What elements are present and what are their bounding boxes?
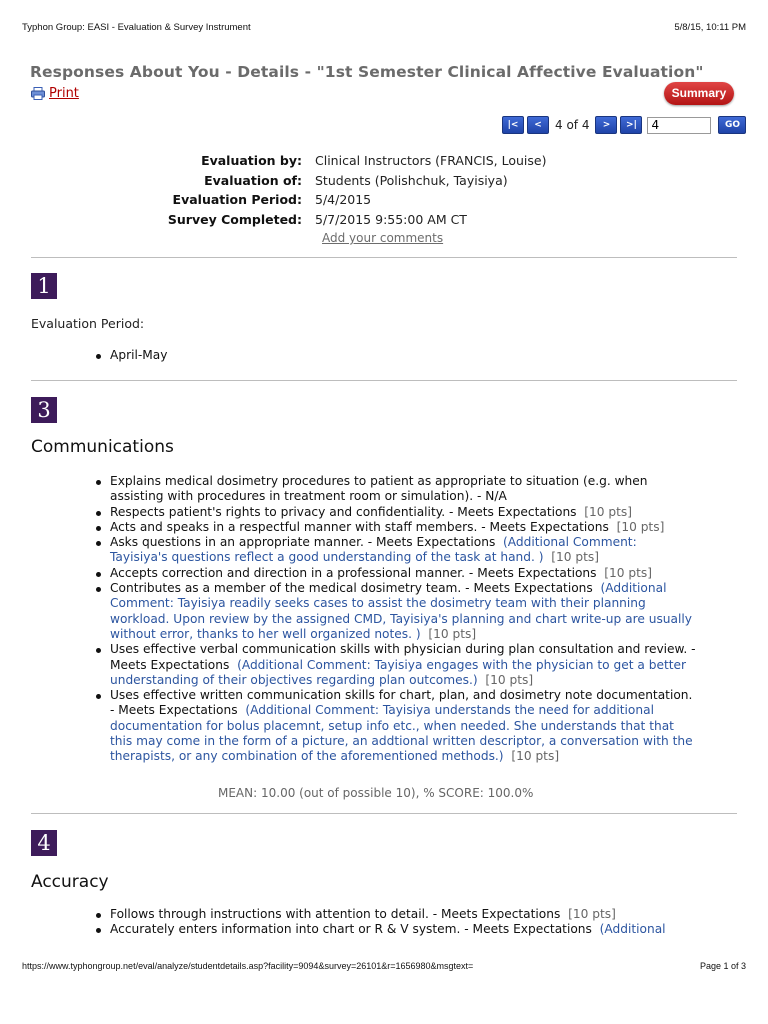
meta-label: Survey Completed: [167, 211, 302, 227]
additional-comment: (Additional Comment: Tayisiya readily seeks cases to assist the dosimetry team with their planning workload. Upon review by the assigned CMD, Tayisiya's planning and chart write-up are usually without error, thanks to her well organized notes. ) [110, 581, 692, 641]
points: [10 pts] [584, 504, 633, 519]
printer-icon [31, 87, 45, 100]
page-counter: Page 1 of 3 [699, 961, 746, 971]
list-item: Uses effective verbal communication skills with physician during plan consultation and review. - Meets Expectations (Additional Comment: Tayisiya engages with the physician to get a better understanding of their objectives regarding plan outcomes.) [10 pts] [92, 642, 697, 688]
meta-row-survey-completed [160, 210, 547, 230]
print-link[interactable] [31, 86, 79, 101]
evaluation-meta [160, 151, 547, 229]
points: [10 pts] [568, 907, 616, 921]
rating-list [92, 907, 697, 938]
section-title: Accuracy [31, 872, 109, 892]
pager [502, 116, 746, 134]
summary-button[interactable]: Summary [664, 82, 734, 105]
mean-score: MEAN: 10.00 (out of possible 10), % SCORE: 100.0% [218, 786, 534, 800]
go-button[interactable]: GO [718, 116, 746, 134]
meta-row-evaluation-of [160, 171, 547, 191]
meta-row-evaluation-period [160, 190, 547, 210]
additional-comment: (Additional [599, 922, 666, 937]
page-title: Responses About You - Details - "1st Semester Clinical Affective Evaluation" [30, 63, 704, 81]
points: [10 pts] [604, 565, 653, 580]
meta-row-evaluation-by [160, 151, 547, 171]
list-item: Respects patient's rights to privacy and confidentiality. - Meets Expectations [10 pts] [92, 505, 697, 520]
points: [10 pts] [616, 519, 665, 534]
meta-label: Evaluation by: [201, 153, 302, 169]
browser-page-title: Typhon Group: EASI - Evaluation & Survey Instrument [22, 22, 251, 33]
meta-value: Clinical Instructors (FRANCIS, Louise) [315, 153, 547, 169]
prev-page-icon[interactable]: < [527, 116, 549, 134]
divider [31, 257, 737, 258]
meta-label: Evaluation of: [204, 172, 302, 188]
answer-list [92, 348, 692, 363]
question-number-badge: 3 [31, 397, 57, 423]
first-page-icon[interactable]: |< [502, 116, 524, 134]
meta-value: Students (Polishchuk, Tayisiya) [315, 172, 508, 188]
divider [31, 813, 737, 814]
page-position: 4 of 4 [555, 118, 590, 132]
meta-value: 5/7/2015 9:55:00 AM CT [315, 211, 467, 227]
print-label: Print [49, 86, 79, 101]
points: [10 pts] [485, 672, 534, 687]
question-number-badge: 4 [31, 830, 57, 856]
page-url: https://www.typhongroup.net/eval/analyze/studentdetails.asp?facility=9094&survey=26101&r=1656980&msgtext= [22, 961, 474, 971]
list-item: Accepts correction and direction in a professional manner. - Meets Expectations [10 pts] [92, 566, 697, 581]
list-item: Follows through instructions with attention to detail. - Meets Expectations [10 pts] [92, 907, 697, 922]
list-item: Uses effective written communication skills for chart, plan, and dosimetry note documentation. - Meets Expectations (Additional Comment: Tayisiya understands the need for additional documentation for bolus placemnt, setup info etc., when needed. She understands that that this may come in the form of a picture, an addtional written descriptor, a conversation with the therapists, or any combination of the aforementioned methods.) [10 pts] [92, 688, 697, 764]
points: [10 pts] [511, 749, 560, 764]
list-item: Contributes as a member of the medical dosimetry team. - Meets Expectations (Additional Comment: Tayisiya readily seeks cases to assist the dosimetry team with their planning workload. Upon review by the assigned CMD, Tayisiya's planning and chart write-up are usually without error, thanks to her well organized notes. ) [10 pts] [92, 581, 697, 642]
list-item: Explains medical dosimetry procedures to patient as appropriate to situation (e.g. when assisting with procedures in treatment room or simulation). - N/A [92, 474, 697, 505]
last-page-icon[interactable]: >| [620, 116, 642, 134]
points: [10 pts] [551, 550, 600, 565]
list-item: April-May [92, 348, 692, 363]
question-text: Evaluation Period: [31, 316, 145, 331]
additional-comment: (Additional Comment: Tayisiya engages with the physician to get a better understanding of their objectives regarding plan outcomes.) [110, 657, 687, 687]
next-page-icon[interactable]: > [595, 116, 617, 134]
section-title: Communications [31, 437, 174, 457]
points: [10 pts] [428, 626, 477, 641]
question-number-badge: 1 [31, 273, 57, 299]
additional-comment: (Additional Comment: Tayisiya understands the need for additional documentation for bolus placemnt, setup info etc., when needed. She understands that that this may come in the form of a picture, an addtional written descriptor, a conversation with the therapists, or any combination of the aforementioned methods.) [110, 703, 693, 764]
meta-label: Evaluation Period: [172, 192, 302, 208]
list-item: Acts and speaks in a respectful manner with staff members. - Meets Expectations [10 pts] [92, 520, 697, 535]
page-number-input[interactable] [647, 117, 711, 134]
rating-list [92, 474, 697, 765]
list-item: Accurately enters information into chart or R & V system. - Meets Expectations (Additional [92, 922, 697, 937]
add-comments-link[interactable]: Add your comments [322, 231, 444, 245]
meta-value: 5/4/2015 [315, 192, 372, 208]
additional-comment: (Additional Comment: Tayisiya's questions reflect a good understanding of the task at hand. ) [110, 535, 637, 565]
print-datetime: 5/8/15, 10:11 PM [674, 22, 746, 33]
divider [31, 380, 737, 381]
list-item: Asks questions in an appropriate manner. - Meets Expectations (Additional Comment: Tayisiya's questions reflect a good understanding of the task at hand. ) [10 pts] [92, 535, 697, 566]
